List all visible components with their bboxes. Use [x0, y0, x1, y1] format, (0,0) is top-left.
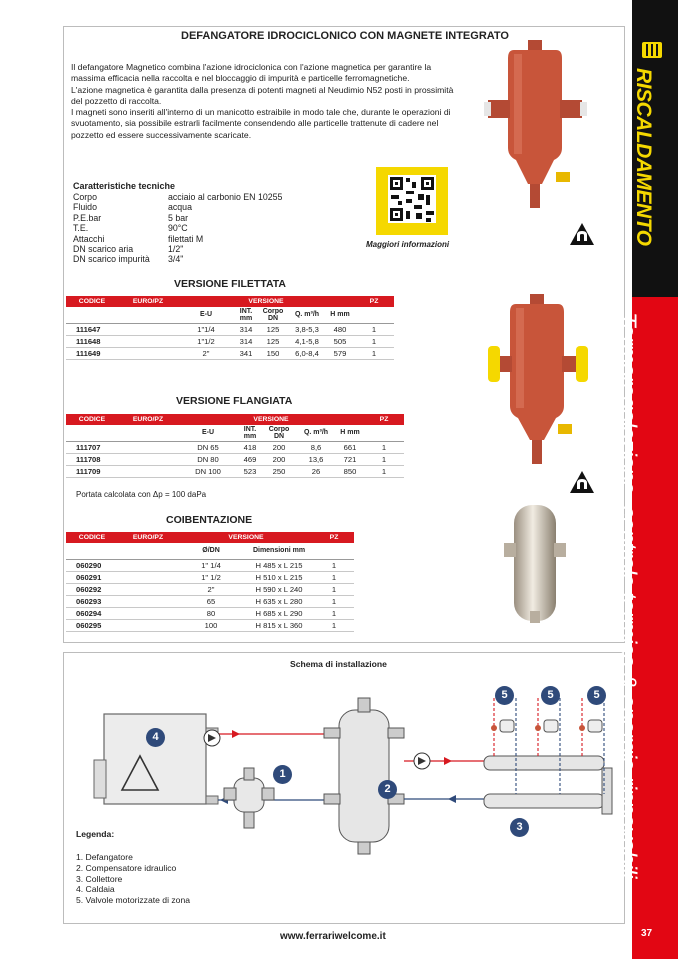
- sub-header: INT. mm: [234, 307, 258, 324]
- table-flangiata: [66, 414, 404, 478]
- table-coibentazione: [66, 532, 354, 632]
- table-row: 111707 DN 65 418 200 8,6 661 1: [66, 442, 404, 454]
- category-label: RISCALDAMENTO: [632, 68, 655, 246]
- table-row: 060292 2" H 590 x L 240 1: [66, 584, 354, 596]
- spec-key: Fluido: [73, 202, 97, 213]
- intro-paragraph: L'azione magnetica è garantita dalla presenza di potenti magneti al Neudimio N52 posti in prossimità del pozzetto di raccolta.: [71, 84, 454, 106]
- spec-row: [73, 213, 282, 223]
- sub-header: Ø/DN: [178, 543, 244, 560]
- sub-header: Q. m³/h: [296, 425, 336, 442]
- table-row: 060290 1" 1/4 H 485 x L 215 1: [66, 560, 354, 572]
- spec-key: Corpo: [73, 192, 97, 202]
- intro-paragraph: Il defangatore Magnetico combina l'azione idrociclonica con l'azione magnetica per garantire la massima efficacia nella raccolta e nel bloccaggio di impurità e particelle ferromagnetiche.: [71, 62, 432, 84]
- intro-paragraph: I magneti sono inseriti all'interno di un manicotto estraibile in modo tale che, durante le operazioni di svuotamento, sia possibile estrarli facilmente consendendo alle particelle trattenute di cadere nel pozzetto ed essere successivamente scaricate.: [71, 107, 451, 140]
- col-header-pz: PZ: [354, 296, 394, 307]
- qr-code-icon: [376, 167, 448, 235]
- magnet-warning-icon: [569, 222, 595, 246]
- section-title-filettata: VERSIONE FILETTATA: [174, 278, 286, 290]
- legend-list: [76, 852, 190, 906]
- col-header-versione: VERSIONE: [178, 296, 354, 307]
- spec-key: DN scarico impurità: [73, 254, 150, 265]
- product-image-flanged: [484, 294, 600, 470]
- spec-row: [73, 234, 282, 244]
- table-row: 060293 65 H 635 x L 280 1: [66, 596, 354, 608]
- spec-row: [73, 244, 282, 254]
- page-number: 37: [641, 928, 653, 939]
- spec-value: filettati M: [168, 233, 204, 244]
- col-header-euro: EURO/PZ: [118, 296, 178, 307]
- marker-collettore: 3: [510, 818, 529, 837]
- spec-key: Attacchi: [73, 233, 105, 244]
- marker-valvola-zona: 5: [495, 686, 514, 705]
- table-header-row: [66, 532, 354, 543]
- table-row: 111708 DN 80 469 200 13,6 721 1: [66, 454, 404, 466]
- col-header-euro: EURO/PZ: [118, 414, 178, 425]
- col-header-versione: VERSIONE: [178, 414, 364, 425]
- page-title: DEFANGATORE IDROCICLONICO CON MAGNETE INTEGRATO: [181, 30, 509, 42]
- legend-item: 2. Compensatore idraulico: [76, 862, 177, 873]
- website-link[interactable]: www.ferrariwelcome.it: [280, 931, 386, 942]
- spec-value: 1/2": [168, 244, 184, 255]
- table-row: 060295 100 H 815 x L 360 1: [66, 620, 354, 632]
- table-row: 111709 DN 100 523 250 26 850 1: [66, 466, 404, 478]
- sub-header: E-U: [178, 307, 234, 324]
- radiator-icon: [640, 38, 664, 62]
- spec-row: [73, 223, 282, 233]
- legend-item: 4. Caldaia: [76, 884, 115, 895]
- table-row: 060291 1" 1/2 H 510 x L 215 1: [66, 572, 354, 584]
- product-image-threaded: [484, 36, 594, 218]
- legend-title: Legenda:: [76, 829, 115, 839]
- sub-header: H mm: [326, 307, 354, 324]
- subcategory-label: Termoregolazione, centrale termica & energie rinnovabili: [614, 312, 641, 878]
- table-header-row: [66, 414, 404, 425]
- marker-compensatore: 2: [378, 780, 397, 799]
- schema-title: Schema di installazione: [290, 659, 387, 669]
- legend-item: 3. Collettore: [76, 873, 123, 884]
- sub-header: E-U: [178, 425, 238, 442]
- table-row: 111648 1"1/2 314 125 4,1-5,8 505 1: [66, 336, 394, 348]
- col-header-codice: CODICE: [66, 296, 118, 307]
- col-header-codice: CODICE: [66, 414, 118, 425]
- qr-code[interactable]: [376, 167, 448, 235]
- table-row: 111649 2" 341 150 6,0-8,4 579 1: [66, 348, 394, 360]
- installation-diagram: [64, 668, 620, 868]
- col-header-euro: EURO/PZ: [118, 532, 178, 543]
- sub-header: Q. m³/h: [288, 307, 326, 324]
- marker-caldaia: 4: [146, 728, 165, 747]
- spec-row: [73, 192, 282, 202]
- section-title-flangiata: VERSIONE FLANGIATA: [176, 395, 293, 407]
- spec-value: 90°C: [168, 223, 188, 234]
- spec-key: P.E.bar: [73, 212, 102, 223]
- table-subheader-row: [66, 543, 354, 560]
- sub-header: Corpo DN: [258, 307, 288, 324]
- qr-caption: Maggiori informazioni: [366, 240, 450, 249]
- spec-value: 3/4": [168, 254, 184, 265]
- legend-item: 1. Defangatore: [76, 852, 133, 862]
- marker-valvola-zona: 5: [541, 686, 560, 705]
- intro-text: [71, 62, 461, 141]
- table-header-row: [66, 296, 394, 307]
- spec-row: [73, 254, 282, 264]
- spec-value: 5 bar: [168, 212, 189, 223]
- sub-header: H mm: [336, 425, 364, 442]
- col-header-codice: CODICE: [66, 532, 118, 543]
- marker-defangatore: 1: [273, 765, 292, 784]
- spec-value: acqua: [168, 202, 192, 213]
- sub-header: INT. mm: [238, 425, 262, 442]
- magnet-warning-icon: [569, 470, 595, 494]
- flow-note: Portata calcolata con Δp = 100 daPa: [76, 490, 207, 499]
- col-header-pz: PZ: [314, 532, 354, 543]
- table-subheader-row: [66, 425, 404, 442]
- table-filettata: [66, 296, 394, 360]
- product-image-insulation: [500, 503, 570, 625]
- table-row: 111647 1"1/4 314 125 3,8-5,3 480 1: [66, 324, 394, 336]
- sub-header: Dimensioni mm: [244, 543, 314, 560]
- table-subheader-row: [66, 307, 394, 324]
- tech-specs-title: Caratteristiche tecniche: [73, 181, 176, 191]
- spec-key: DN scarico aria: [73, 244, 134, 255]
- marker-valvola-zona: 5: [587, 686, 606, 705]
- legend-item: 5. Valvole motorizzate di zona: [76, 895, 191, 906]
- spec-key: T.E.: [73, 223, 89, 234]
- spec-value: acciaio al carbonio EN 10255: [168, 192, 283, 202]
- sub-header: Corpo DN: [262, 425, 296, 442]
- spec-row: [73, 202, 282, 212]
- tech-specs: [73, 192, 282, 265]
- table-row: 060294 80 H 685 x L 290 1: [66, 608, 354, 620]
- section-title-coibentazione: COIBENTAZIONE: [166, 514, 253, 526]
- col-header-pz: PZ: [364, 414, 404, 425]
- col-header-versione: VERSIONE: [178, 532, 314, 543]
